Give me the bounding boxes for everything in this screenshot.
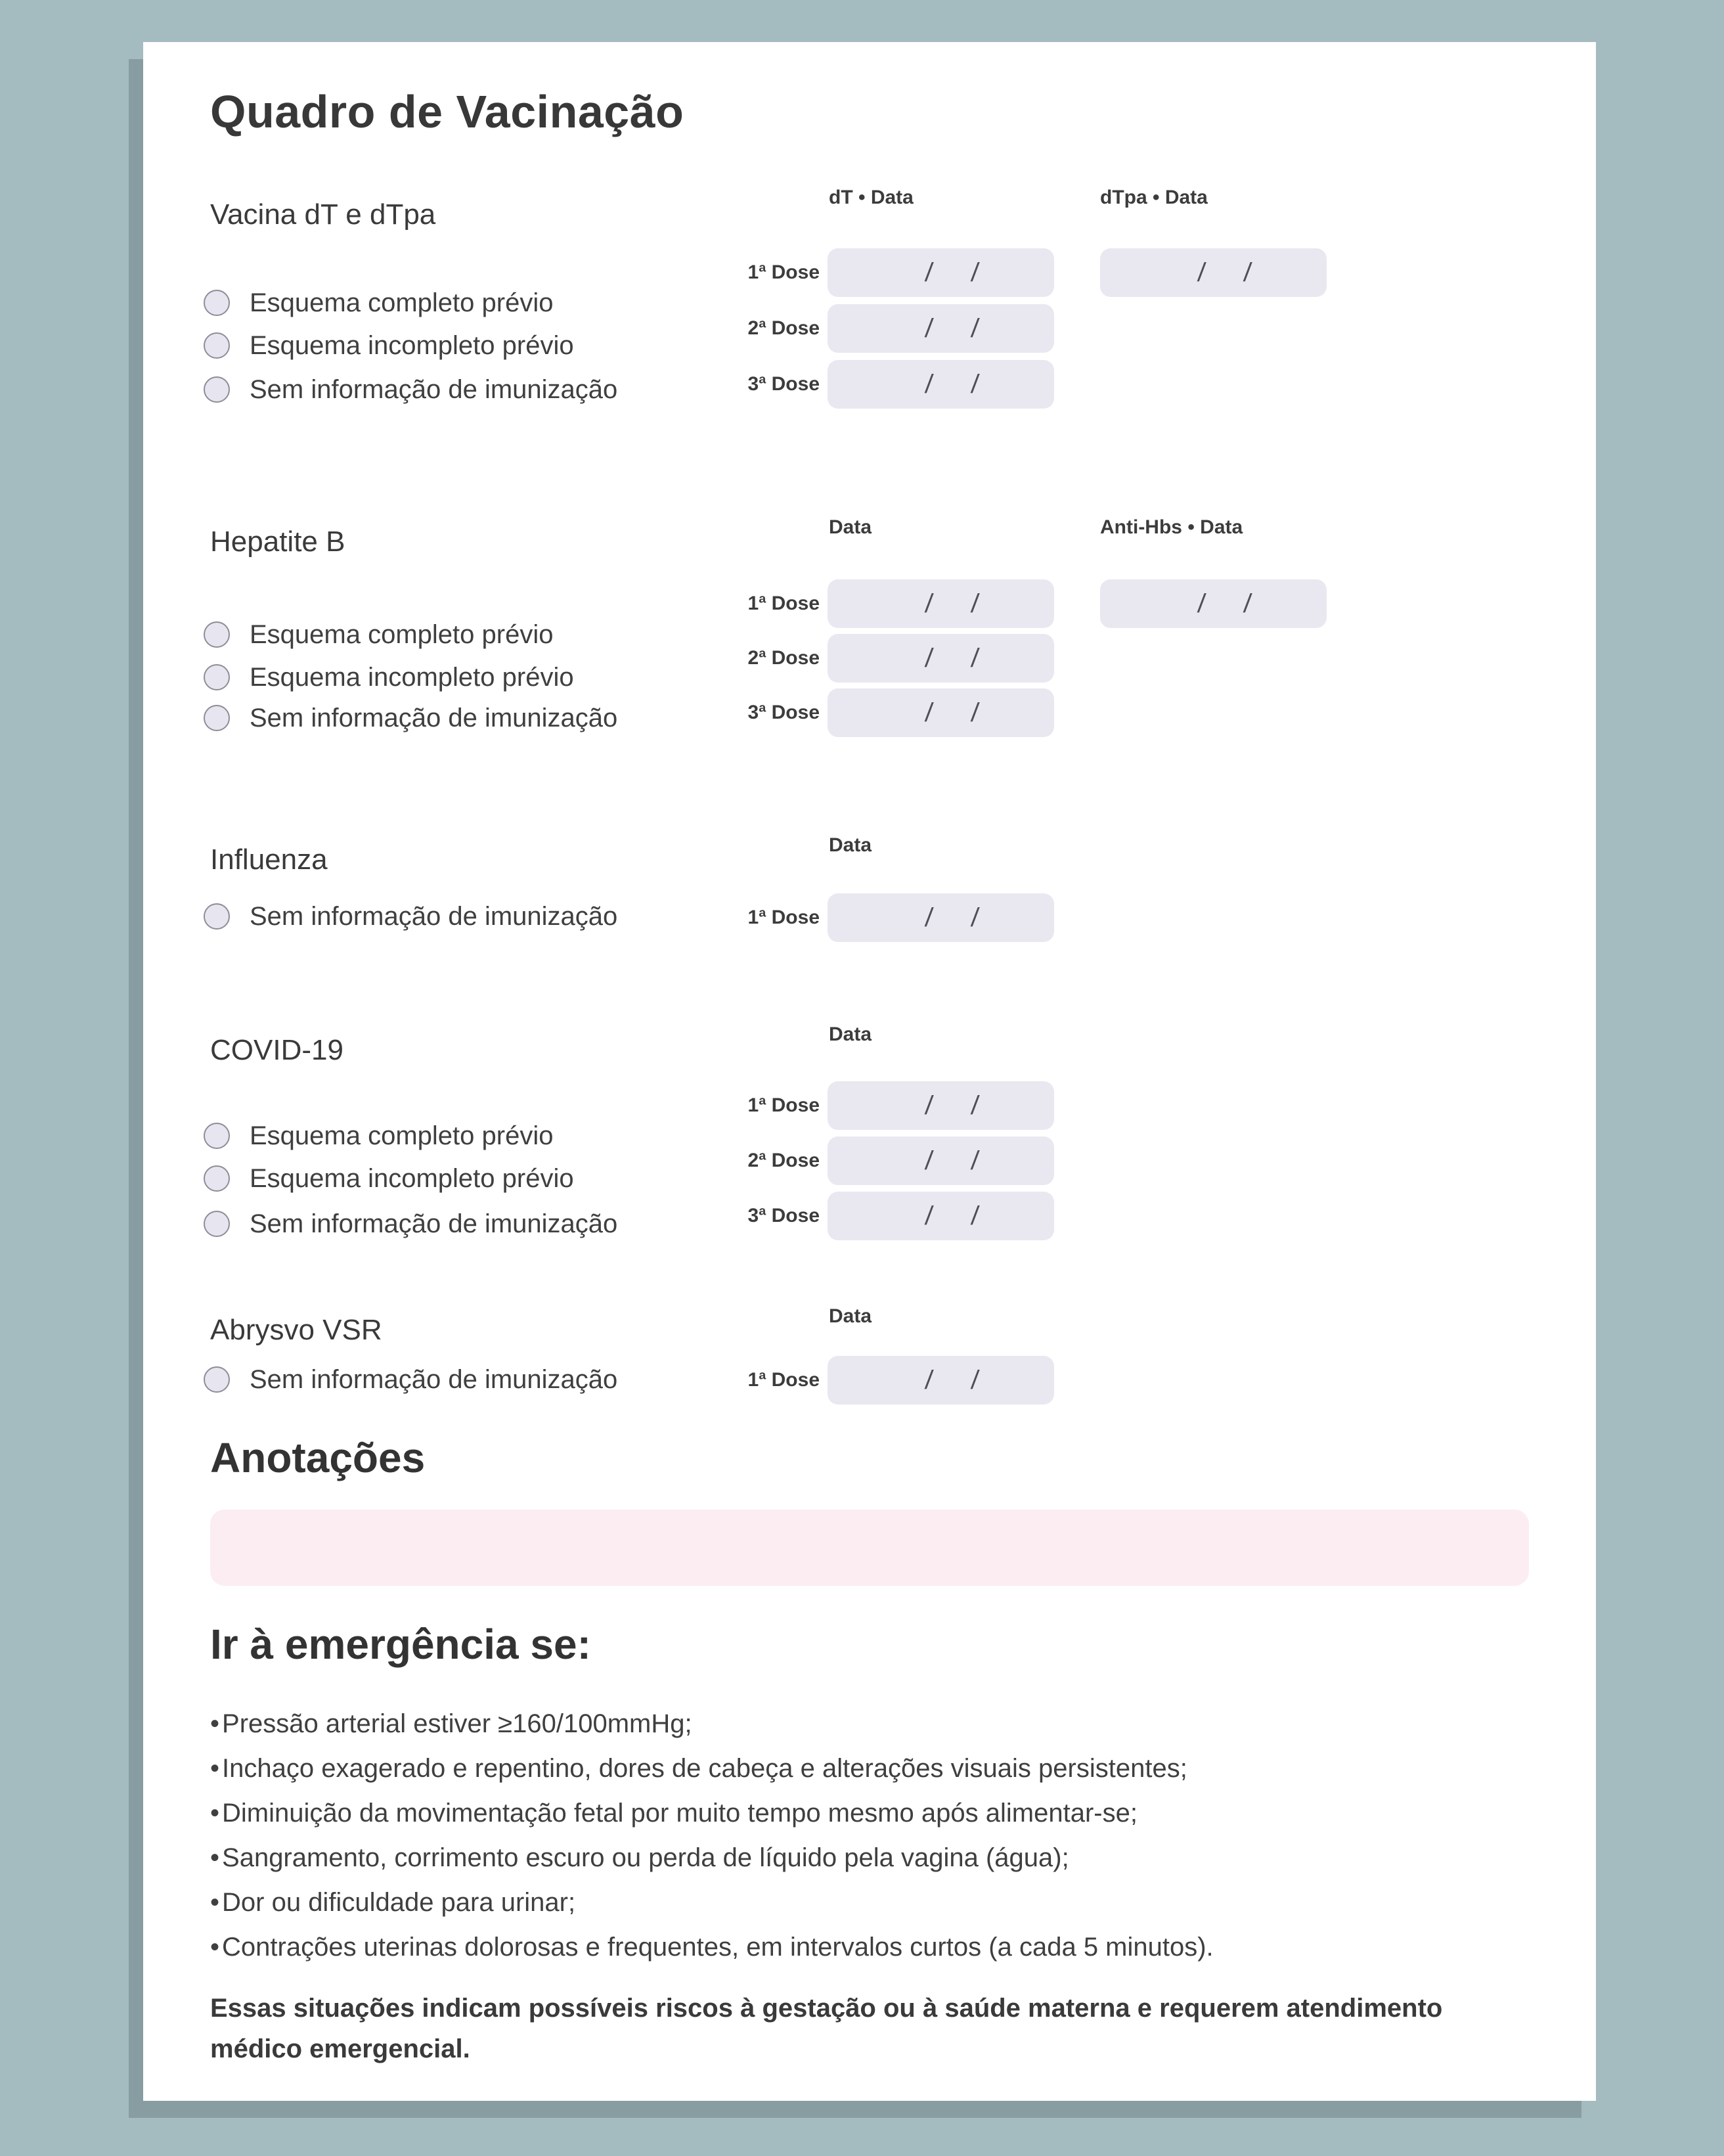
radio-label: Sem informação de imunização: [250, 374, 618, 404]
slash-separator: /: [924, 643, 935, 673]
bullet-icon: •: [210, 1754, 220, 1783]
date-input-covid-dose-1[interactable]: [828, 1081, 1054, 1130]
emergency-bullet: [210, 1842, 1214, 1874]
dose-label: 1ª Dose: [747, 593, 820, 614]
slash-separator: /: [969, 313, 980, 343]
emergency-bullet: [210, 1753, 1214, 1784]
radio-row: [204, 1364, 617, 1395]
radio-hepb-sem-informacao[interactable]: [204, 705, 230, 731]
bullet-text: Diminuição da movimentação fetal por muito tempo mesmo após alimentar-se;: [222, 1799, 1138, 1828]
page-title: Quadro de Vacinação: [210, 86, 684, 137]
dose-label: 2ª Dose: [747, 317, 820, 339]
bullet-icon: •: [210, 1843, 220, 1872]
date-input-hepb-dose-2[interactable]: [828, 634, 1054, 683]
slash-separator: /: [924, 369, 935, 399]
slash-separator: /: [969, 589, 980, 618]
radio-label: Sem informação de imunização: [250, 703, 618, 732]
slash-separator: /: [924, 1146, 935, 1175]
slash-separator: /: [969, 643, 980, 673]
bullet-text: Inchaço exagerado e repentino, dores de cabeça e alterações visuais persistentes;: [222, 1754, 1187, 1783]
slash-separator: /: [924, 1201, 935, 1230]
radio-row: [204, 662, 574, 693]
slash-separator: /: [969, 1201, 980, 1230]
radio-row: [204, 702, 617, 734]
slash-separator: /: [924, 1090, 935, 1120]
dose-label: 1ª Dose: [747, 261, 820, 283]
date-input-influenza-dose-1[interactable]: [828, 893, 1054, 942]
date-input-hepb-dose-3[interactable]: [828, 688, 1054, 737]
date-input-hepb-dose-1[interactable]: [828, 579, 1054, 628]
date-input-dt-dose-1[interactable]: [828, 248, 1054, 297]
radio-row: [204, 330, 574, 361]
column-header-dt-data: dT • Data: [829, 187, 914, 208]
column-header-data: Data: [829, 1023, 872, 1045]
annotations-input[interactable]: [210, 1510, 1529, 1586]
dose-label: 3ª Dose: [747, 702, 820, 723]
bullet-text: Sangramento, corrimento escuro ou perda de líquido pela vagina (água);: [222, 1843, 1069, 1872]
date-input-covid-dose-3[interactable]: [828, 1192, 1054, 1240]
date-input-covid-dose-2[interactable]: [828, 1136, 1054, 1185]
bullet-text: Contrações uterinas dolorosas e frequentes, em intervalos curtos (a cada 5 minutos).: [222, 1933, 1214, 1962]
bullet-text: Dor ou dificuldade para urinar;: [222, 1888, 576, 1917]
slash-separator: /: [969, 369, 980, 399]
radio-label: Esquema incompleto prévio: [250, 330, 574, 360]
emergency-bullet-list: [210, 1708, 1214, 1976]
date-input-dt-dose-3[interactable]: [828, 360, 1054, 409]
emergency-bullet: [210, 1931, 1214, 1963]
radio-label: Esquema incompleto prévio: [250, 662, 574, 692]
radio-label: Esquema incompleto prévio: [250, 1163, 574, 1193]
radio-label: Esquema completo prévio: [250, 1121, 554, 1150]
date-input-hepb-anti-hbs[interactable]: [1100, 579, 1327, 628]
slash-separator: /: [924, 698, 935, 727]
dose-label: 1ª Dose: [747, 907, 820, 928]
emergency-title: Ir à emergência se:: [210, 1621, 591, 1668]
date-input-vsr-dose-1[interactable]: [828, 1356, 1054, 1404]
radio-covid-sem-informacao[interactable]: [204, 1211, 230, 1237]
radio-covid-esquema-completo[interactable]: [204, 1123, 230, 1149]
dose-label: 1ª Dose: [747, 1369, 820, 1391]
section-title: Vacina dT e dTpa: [210, 198, 436, 231]
radio-row: [204, 901, 617, 932]
slash-separator: /: [1197, 258, 1207, 287]
radio-label: Esquema completo prévio: [250, 288, 554, 317]
radio-label: Esquema completo prévio: [250, 619, 554, 649]
slash-separator: /: [969, 1090, 980, 1120]
radio-row: [204, 374, 617, 405]
section-title: Abrysvo VSR: [210, 1314, 382, 1346]
slash-separator: /: [969, 903, 980, 932]
radio-vsr-sem-informacao[interactable]: [204, 1366, 230, 1393]
bullet-icon: •: [210, 1933, 220, 1962]
slash-separator: /: [1242, 589, 1252, 618]
radio-label: Sem informação de imunização: [250, 901, 618, 931]
radio-hepb-esquema-incompleto[interactable]: [204, 664, 230, 690]
dose-label: 3ª Dose: [747, 373, 820, 395]
radio-row: [204, 1163, 574, 1194]
section-title: Influenza: [210, 843, 328, 876]
dose-label: 1ª Dose: [747, 1094, 820, 1116]
form-card: [143, 42, 1596, 2101]
slash-separator: /: [924, 1365, 935, 1395]
column-header-anti-hbs-data: Anti-Hbs • Data: [1100, 516, 1243, 538]
bullet-icon: •: [210, 1888, 220, 1917]
radio-hepb-esquema-completo[interactable]: [204, 621, 230, 648]
annotations-title: Anotações: [210, 1434, 426, 1481]
slash-separator: /: [969, 698, 980, 727]
emergency-bullet: [210, 1708, 1214, 1740]
column-header-data: Data: [829, 1305, 872, 1327]
radio-influenza-sem-informacao[interactable]: [204, 903, 230, 930]
slash-separator: /: [924, 313, 935, 343]
column-header-data: Data: [829, 516, 872, 538]
emergency-closing-note: Essas situações indicam possíveis riscos à gestação ou à saúde materna e requerem atendimento médico emergencial.: [210, 1994, 1443, 2063]
emergency-bullet: [210, 1887, 1214, 1918]
column-header-data: Data: [829, 834, 872, 856]
slash-separator: /: [924, 258, 935, 287]
dose-label: 2ª Dose: [747, 1150, 820, 1171]
radio-row: [204, 1120, 553, 1152]
date-input-dt-dose-2[interactable]: [828, 304, 1054, 353]
slash-separator: /: [924, 903, 935, 932]
slash-separator: /: [969, 1146, 980, 1175]
radio-dt-sem-informacao[interactable]: [204, 376, 230, 403]
radio-covid-esquema-incompleto[interactable]: [204, 1165, 230, 1192]
date-input-dtpa-dose-1[interactable]: [1100, 248, 1327, 297]
slash-separator: /: [1242, 258, 1252, 287]
bullet-icon: •: [210, 1799, 220, 1828]
radio-dt-esquema-incompleto[interactable]: [204, 332, 230, 359]
dose-label: 2ª Dose: [747, 647, 820, 669]
bullet-icon: •: [210, 1709, 220, 1738]
slash-separator: /: [924, 589, 935, 618]
radio-row: [204, 619, 553, 650]
radio-label: Sem informação de imunização: [250, 1209, 618, 1238]
section-title: COVID-19: [210, 1034, 343, 1066]
section-title: Hepatite B: [210, 526, 345, 558]
slash-separator: /: [1197, 589, 1207, 618]
radio-dt-esquema-completo[interactable]: [204, 290, 230, 316]
emergency-bullet: [210, 1797, 1214, 1829]
radio-row: [204, 1208, 617, 1240]
radio-row: [204, 287, 553, 319]
slash-separator: /: [969, 1365, 980, 1395]
bullet-text: Pressão arterial estiver ≥160/100mmHg;: [222, 1709, 692, 1738]
slash-separator: /: [969, 258, 980, 287]
dose-label: 3ª Dose: [747, 1205, 820, 1226]
radio-label: Sem informação de imunização: [250, 1364, 618, 1394]
column-header-dtpa-data: dTpa • Data: [1100, 187, 1208, 208]
